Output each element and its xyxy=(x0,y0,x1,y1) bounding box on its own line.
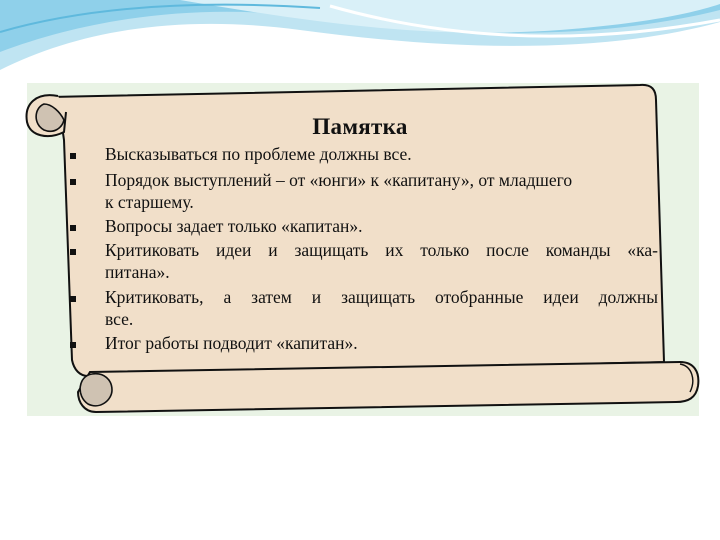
list-item-text: Критиковать, а затем и защищать отобранные идеи должны xyxy=(105,287,658,307)
square-bullet-icon xyxy=(70,296,76,302)
list-item xyxy=(0,170,720,212)
list-item-text: к старшему. xyxy=(105,192,194,212)
list-item xyxy=(0,240,720,282)
square-bullet-icon xyxy=(70,342,76,348)
list-item xyxy=(0,333,720,357)
square-bullet-icon xyxy=(70,153,76,159)
list-item-text: Высказываться по проблеме должны все. xyxy=(105,144,412,164)
list-item-text: все. xyxy=(105,309,134,329)
list-item-text: питана». xyxy=(105,262,170,282)
list-item xyxy=(0,287,720,329)
square-bullet-icon xyxy=(70,249,76,255)
list-item-text: Критиковать идеи и защищать их только после команды «ка- xyxy=(105,240,658,260)
square-bullet-icon xyxy=(70,225,76,231)
square-bullet-icon xyxy=(70,179,76,185)
list-item-text: Вопросы задает только «капитан». xyxy=(105,216,363,236)
list-item-text: Итог работы подводит «капитан». xyxy=(105,333,358,353)
list-item-text: Порядок выступлений – от «юнги» к «капитану», от младшего xyxy=(105,170,573,190)
list-item xyxy=(0,144,720,168)
list-item xyxy=(0,216,720,240)
memo-title: Памятка xyxy=(312,114,408,139)
